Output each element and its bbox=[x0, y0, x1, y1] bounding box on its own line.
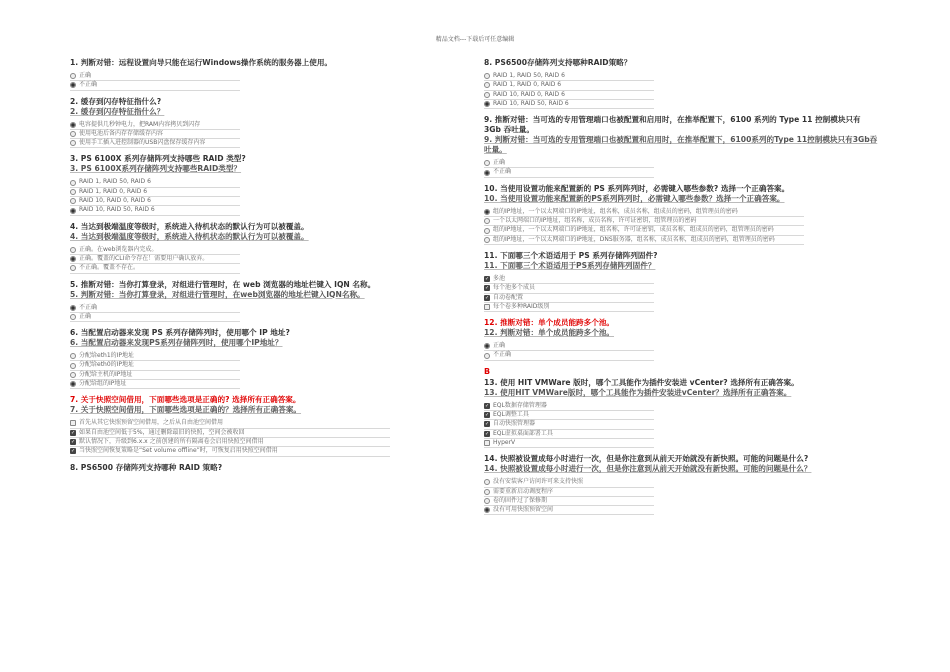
question-title-duplicate: 3. PS 6100X系列存储阵列支持哪些RAID类型？ bbox=[70, 164, 242, 174]
option-label: EQL数据存储管理器 bbox=[493, 401, 547, 409]
option-label: 组的IP地址，一个以太网端口的IP地址，组名称，成员名称，组成员的密码，组管理员的密码 bbox=[493, 207, 738, 215]
option-label: 正确。在web浏览器内完成。 bbox=[79, 245, 158, 253]
radio-selected-icon[interactable] bbox=[70, 208, 76, 214]
option-label: 没有可用快照预留空间 bbox=[493, 506, 554, 514]
answer-options bbox=[484, 159, 879, 178]
option-label: 不正确 bbox=[79, 303, 98, 311]
answer-options bbox=[70, 178, 465, 215]
question-title: 2. 缓存到闪存特征指什么? bbox=[70, 96, 162, 106]
radio-option[interactable] bbox=[70, 130, 240, 139]
radio-selected-icon[interactable] bbox=[484, 209, 490, 215]
radio-empty-icon[interactable] bbox=[70, 131, 76, 137]
question-title: 8. PS6500 存储阵列支持哪种 RAID 策略? bbox=[70, 462, 223, 472]
checked-box-icon[interactable] bbox=[484, 403, 490, 409]
checked-box-icon[interactable] bbox=[70, 430, 76, 436]
radio-empty-icon[interactable] bbox=[484, 228, 490, 234]
question-title-duplicate: 9. 判断对错：当可选的专用管理端口也被配置和启用时，在推举配置下，6100系列的Type 11控制模块只有3Gb吞吐量。 bbox=[484, 135, 878, 155]
radio-option[interactable] bbox=[484, 506, 654, 515]
question-left-6 bbox=[70, 328, 465, 389]
option-label: RAID 1, RAID 0, RAID 6 bbox=[79, 187, 148, 195]
answer-options bbox=[484, 342, 879, 361]
radio-option[interactable] bbox=[70, 255, 240, 264]
checkbox-option[interactable] bbox=[70, 447, 390, 456]
option-label: 不正确 bbox=[79, 81, 98, 89]
question-title: 10. 当使用设置功能来配置新的 PS 系列阵列时，必需键入哪些参数? 选择一个正确答案。 bbox=[484, 183, 790, 193]
unchecked-box-icon[interactable] bbox=[484, 440, 490, 446]
option-label: 正确 bbox=[493, 342, 506, 350]
question-title: 4. 当达到极端温度等级时，系统进入待机状态的默认行为可以被覆盖。 bbox=[70, 221, 309, 231]
question-title-duplicate: 12. 判断对错：单个成员能跨多个池。 bbox=[484, 328, 615, 338]
radio-empty-icon[interactable] bbox=[70, 180, 76, 186]
radio-empty-icon[interactable] bbox=[484, 479, 490, 485]
checked-box-icon[interactable] bbox=[484, 421, 490, 427]
question-title: 5. 推断对错：当你打算登录，对组进行管理时，在 web 浏览器的地址栏键入 IQN 名称。 bbox=[70, 279, 376, 289]
radio-empty-icon[interactable] bbox=[70, 265, 76, 271]
radio-option[interactable] bbox=[484, 478, 654, 487]
radio-empty-icon[interactable] bbox=[484, 218, 490, 224]
radio-option[interactable] bbox=[70, 121, 240, 130]
radio-empty-icon[interactable] bbox=[484, 489, 490, 495]
question-right-3 bbox=[484, 184, 879, 245]
checked-box-icon[interactable] bbox=[484, 412, 490, 418]
checkbox-option[interactable] bbox=[484, 294, 654, 303]
radio-option[interactable] bbox=[70, 361, 240, 370]
radio-option[interactable] bbox=[484, 81, 654, 90]
radio-empty-icon[interactable] bbox=[70, 353, 76, 359]
option-label: RAID 10, RAID 50, RAID 6 bbox=[493, 99, 569, 107]
radio-empty-icon[interactable] bbox=[70, 198, 76, 204]
radio-empty-icon[interactable] bbox=[70, 140, 76, 146]
option-label: 卷的固件过了保修期 bbox=[493, 496, 548, 504]
radio-option[interactable] bbox=[70, 188, 240, 197]
option-label: RAID 1, RAID 0, RAID 6 bbox=[493, 81, 562, 89]
checkbox-option[interactable] bbox=[484, 430, 654, 439]
question-title: 3. PS 6100X 系列存储阵列支持哪些 RAID 类型? bbox=[70, 154, 246, 164]
radio-empty-icon[interactable] bbox=[484, 160, 490, 166]
checkbox-option[interactable] bbox=[484, 303, 654, 312]
checked-box-icon[interactable] bbox=[70, 439, 76, 445]
radio-option[interactable] bbox=[70, 313, 240, 322]
radio-option[interactable] bbox=[484, 488, 654, 497]
radio-selected-icon[interactable] bbox=[484, 101, 490, 107]
option-label: 分配给eth1的IP地址 bbox=[79, 352, 135, 360]
question-title-duplicate: 4. 当达到极端温度等级时，系统进入待机状态的默认行为可以被覆盖。 bbox=[70, 231, 309, 241]
radio-option[interactable] bbox=[70, 139, 240, 148]
radio-selected-icon[interactable] bbox=[70, 305, 76, 311]
radio-empty-icon[interactable] bbox=[70, 73, 76, 79]
checkbox-option[interactable] bbox=[70, 438, 390, 447]
option-label: RAID 10, RAID 0, RAID 6 bbox=[493, 90, 565, 98]
option-label: 电容提供几秒钟电力，把RAM内容拷贝到闪存 bbox=[79, 120, 201, 128]
option-label: 正确 bbox=[79, 72, 92, 79]
radio-option[interactable] bbox=[70, 371, 240, 380]
radio-empty-icon[interactable] bbox=[484, 498, 490, 504]
radio-selected-icon[interactable] bbox=[484, 170, 490, 176]
answer-options bbox=[484, 275, 879, 312]
option-label: 每个池多个成员 bbox=[493, 284, 536, 292]
question-right-6 bbox=[484, 367, 879, 448]
checked-box-icon[interactable] bbox=[484, 431, 490, 437]
checkbox-option[interactable] bbox=[484, 439, 654, 448]
option-label: HyperV bbox=[493, 438, 516, 446]
option-label: 没有安装客户访问许可来支持快照 bbox=[493, 478, 584, 486]
question-title: 9. 推断对错：当可选的专用管理端口也被配置和启用时，在推举配置下，6100 系列的 Type 11 控制模块只有 3Gb 吞吐量。 bbox=[484, 115, 861, 135]
option-label: RAID 1, RAID 50, RAID 6 bbox=[493, 72, 565, 79]
question-title: 12. 推断对错：单个成员能跨多个池。 bbox=[484, 318, 615, 328]
answer-options bbox=[484, 402, 879, 448]
radio-option[interactable] bbox=[484, 72, 654, 81]
answer-options bbox=[70, 304, 465, 323]
question-title-duplicate: 7. 关于快照空间借用，下面哪些选项是正确的？选择所有正确答案。 bbox=[70, 405, 302, 415]
option-label: 组的IP地址，一个以太网端口的IP地址，DNS服务器，组名称，成员名称，组成员的密码，组管理员的密码 bbox=[493, 235, 775, 243]
checkbox-option[interactable] bbox=[70, 429, 390, 438]
answer-options bbox=[484, 478, 879, 515]
option-label: 默认情况下，升级到6.x.x 之前创建的所有隔离卷会启用快照空间借用 bbox=[79, 437, 264, 445]
question-left-7 bbox=[70, 395, 465, 456]
checkbox-option[interactable] bbox=[484, 275, 654, 284]
radio-empty-icon[interactable] bbox=[70, 247, 76, 253]
radio-option[interactable] bbox=[70, 81, 240, 90]
option-label: 当快照空间恢复策略是“Set volume offline”时，可恢复启用快照空间借用 bbox=[79, 447, 278, 455]
section-mark: B bbox=[484, 366, 491, 376]
radio-option[interactable] bbox=[70, 246, 240, 255]
option-label: 如果自由池空间低于5%，通过删除最旧的快照，空间会被收回 bbox=[79, 428, 245, 436]
checkbox-option[interactable] bbox=[484, 284, 654, 293]
page-header: 精品文档---下载后可任意编辑 bbox=[435, 36, 515, 43]
option-label: 不正确。覆盖不存在。 bbox=[79, 264, 140, 272]
radio-selected-icon[interactable] bbox=[484, 507, 490, 513]
checked-box-icon[interactable] bbox=[484, 276, 490, 282]
option-label: 分配给主机的IP地址 bbox=[79, 370, 133, 378]
question-title-duplicate: 14. 快照被设置成每小时进行一次，但是你注意到从前天开始就没有新快照。可能的问题是什么？ bbox=[484, 464, 812, 474]
option-label: RAID 10, RAID 0, RAID 6 bbox=[79, 197, 151, 205]
answer-options bbox=[70, 419, 465, 456]
option-label: RAID 1, RAID 50, RAID 6 bbox=[79, 178, 151, 186]
answer-options bbox=[70, 246, 465, 274]
radio-option[interactable] bbox=[70, 178, 240, 187]
option-label: 分配给组的IP地址 bbox=[79, 380, 127, 388]
question-title-duplicate: 13. 使用HIT VMWare版时，哪个工具能作为插件安装进vCenter？选择所有正确答案。 bbox=[484, 387, 792, 397]
radio-empty-icon[interactable] bbox=[484, 82, 490, 88]
option-label: 需要重新启动调度程序 bbox=[493, 487, 554, 495]
question-left-8 bbox=[70, 463, 465, 473]
question-title: 14. 快照被设置成每小时进行一次，但是你注意到从前天开始就没有新快照。可能的问题是什么? bbox=[484, 454, 809, 464]
option-label: 正确 bbox=[79, 312, 92, 320]
question-right-2 bbox=[484, 115, 879, 178]
question-left-2 bbox=[70, 97, 465, 149]
answer-options bbox=[484, 208, 879, 245]
question-title: 1. 判断对错：远程设置向导只能在运行Windows操作系统的服务器上使用。 bbox=[70, 58, 333, 67]
option-label: RAID 10, RAID 50, RAID 6 bbox=[79, 206, 155, 214]
question-right-1 bbox=[484, 58, 879, 109]
radio-option[interactable] bbox=[484, 168, 654, 177]
radio-selected-icon[interactable] bbox=[70, 381, 76, 387]
unchecked-box-icon[interactable] bbox=[70, 420, 76, 426]
radio-empty-icon[interactable] bbox=[484, 237, 490, 243]
radio-selected-icon[interactable] bbox=[70, 82, 76, 88]
answer-options bbox=[484, 72, 879, 109]
question-left-4 bbox=[70, 222, 465, 274]
radio-option[interactable] bbox=[484, 208, 804, 217]
question-title: 7. 关于快照空间借用，下面哪些选项是正确的? 选择所有正确答案。 bbox=[70, 395, 301, 405]
option-label: 使用手工插入进控制器的USB闪盘保存缓存内容 bbox=[79, 139, 206, 147]
radio-empty-icon[interactable] bbox=[70, 189, 76, 195]
checked-box-icon[interactable] bbox=[70, 448, 76, 454]
radio-option[interactable] bbox=[484, 91, 654, 100]
question-title: 11. 下面哪三个术语适用于 PS 系列存储阵列固件? bbox=[484, 250, 658, 260]
checkbox-option[interactable] bbox=[484, 411, 654, 420]
option-label: 不正确 bbox=[493, 351, 512, 359]
option-label: 使用电池后备内存存储缓存内容 bbox=[79, 129, 164, 137]
right-column bbox=[484, 58, 879, 521]
radio-option[interactable] bbox=[70, 380, 240, 389]
radio-selected-icon[interactable] bbox=[70, 256, 76, 262]
question-title-duplicate: 10. 当使用设置功能来配置新的PS系列阵列时，必需键入哪些参数？选择一个正确答案。 bbox=[484, 193, 785, 203]
unchecked-box-icon[interactable] bbox=[484, 304, 490, 310]
question-title: 8. PS6500存储阵列支持哪种RAID策略？ bbox=[484, 58, 632, 67]
checkbox-option[interactable] bbox=[70, 419, 390, 428]
answer-options bbox=[70, 352, 465, 389]
radio-option[interactable] bbox=[70, 264, 240, 273]
radio-option[interactable] bbox=[70, 72, 240, 81]
checked-box-icon[interactable] bbox=[484, 285, 490, 291]
radio-option[interactable] bbox=[484, 100, 654, 109]
question-left-1 bbox=[70, 58, 465, 91]
question-left-3 bbox=[70, 154, 465, 215]
option-label: 每个卷多种RAID级别 bbox=[493, 302, 550, 310]
option-label: 多池 bbox=[493, 274, 506, 282]
question-title: 13. 使用 HIT VMWare 版时，哪个工具能作为插件安装进 vCenter? 选择所有正确答案。 bbox=[484, 377, 799, 387]
radio-selected-icon[interactable] bbox=[484, 343, 490, 349]
question-right-7 bbox=[484, 454, 879, 515]
option-label: 正确 bbox=[493, 159, 506, 167]
radio-empty-icon[interactable] bbox=[70, 363, 76, 369]
radio-option[interactable] bbox=[484, 217, 804, 226]
radio-empty-icon[interactable] bbox=[70, 372, 76, 378]
checkbox-option[interactable] bbox=[484, 402, 654, 411]
question-right-5 bbox=[484, 318, 879, 361]
checked-box-icon[interactable] bbox=[484, 295, 490, 301]
checkbox-option[interactable] bbox=[484, 420, 654, 429]
question-right-4 bbox=[484, 251, 879, 312]
radio-option[interactable] bbox=[70, 206, 240, 215]
radio-option[interactable] bbox=[484, 236, 804, 245]
option-label: 自动快照管理器 bbox=[493, 420, 536, 428]
question-title-duplicate: 11. 下面哪三个术语适用于PS系列存储阵列固件？ bbox=[484, 260, 656, 270]
radio-option[interactable] bbox=[484, 351, 654, 360]
question-left-5 bbox=[70, 280, 465, 323]
option-label: 不正确 bbox=[493, 168, 512, 176]
radio-option[interactable] bbox=[70, 197, 240, 206]
left-column bbox=[70, 58, 465, 479]
radio-option[interactable] bbox=[484, 226, 804, 235]
radio-empty-icon[interactable] bbox=[484, 92, 490, 98]
radio-option[interactable] bbox=[70, 304, 240, 313]
radio-empty-icon[interactable] bbox=[70, 314, 76, 320]
question-title: 6. 当配置启动器来发现 PS 系列存储阵列时，使用哪个 IP 地址? bbox=[70, 328, 290, 338]
question-title-duplicate: 5. 判断对错：当你打算登录，对组进行管理时，在web浏览器的地址栏键入IQN名称。 bbox=[70, 289, 365, 299]
option-label: 正确。覆盖的CLI命令存在！需要用户确认放弃。 bbox=[79, 254, 209, 262]
option-label: 一个以太网端口的IP地址，组名称，成员名称，许可证密钥，组管理员的密码 bbox=[493, 217, 697, 225]
radio-option[interactable] bbox=[484, 497, 654, 506]
radio-empty-icon[interactable] bbox=[484, 73, 490, 79]
option-label: EQL调整工具 bbox=[493, 411, 529, 419]
question-title-duplicate: 6. 当配置启动器来发现PS系列存储阵列时，使用哪个IP地址？ bbox=[70, 338, 283, 348]
option-label: 自动卷配置 bbox=[493, 293, 524, 301]
option-label: 首先从其它快照预留空间借用，之后从自由池空间借用 bbox=[79, 419, 224, 427]
option-label: EQL虚拟桌面部署工具 bbox=[493, 429, 553, 437]
option-label: 组的IP地址，一个以太网端口的IP地址，组名称，许可证密钥，成员名称，组成员的密码，组管理员的密码 bbox=[493, 226, 774, 234]
question-title-duplicate: 2. 缓存到闪存特征指什么？ bbox=[70, 106, 165, 116]
answer-options bbox=[70, 72, 465, 91]
radio-selected-icon[interactable] bbox=[70, 122, 76, 128]
option-label: 分配给eth0的IP地址 bbox=[79, 361, 135, 369]
answer-options bbox=[70, 121, 465, 149]
radio-empty-icon[interactable] bbox=[484, 353, 490, 359]
